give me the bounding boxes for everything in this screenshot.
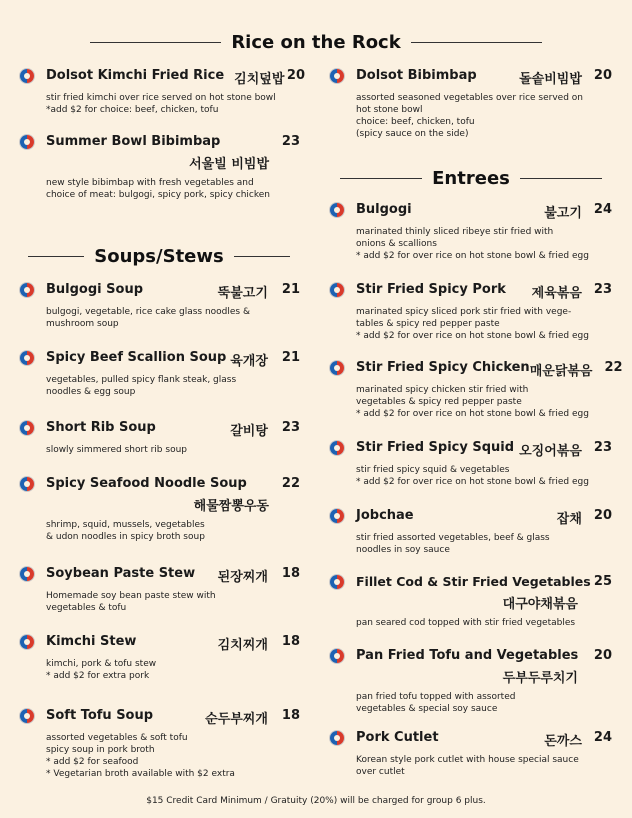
item-name: Dolsot Bibimbap	[356, 68, 477, 83]
menu-item-bulgogi-soup	[20, 282, 305, 330]
item-korean-name: 갈비탕	[230, 424, 268, 439]
logo-icon	[330, 441, 344, 455]
logo-icon	[330, 509, 344, 523]
item-korean-name: 두부두루치기	[502, 671, 578, 686]
item-price: 22	[604, 360, 623, 375]
item-name: Pan Fried Tofu and Vegetables	[356, 648, 579, 663]
menu-item-bulgogi	[330, 202, 612, 262]
menu-item-pan-fried-tofu	[330, 648, 612, 715]
menu-item-stir-fried-spicy-squid	[330, 440, 612, 488]
item-price: 20	[593, 648, 612, 663]
item-korean-name: 김치덮밥	[234, 72, 285, 87]
logo-icon	[330, 69, 344, 83]
item-korean-name: 오징어볶음	[519, 444, 582, 459]
section-soups-stews	[28, 246, 290, 267]
section-rice-on-the-rock	[90, 32, 542, 53]
item-name: Stir Fried Spicy Chicken	[356, 360, 530, 375]
item-name: Spicy Seafood Noodle Soup	[46, 476, 247, 491]
item-korean-name: 돌솥비빔밥	[519, 72, 582, 87]
item-description: pan seared cod topped with stir fried vegetables	[356, 618, 576, 628]
item-korean-name: 제육볶음	[531, 286, 582, 301]
item-description: assorted vegetables & soft tofu spicy soup in pork broth * add $2 for seafood * Vegetarian broth available with $2 extra	[46, 733, 235, 779]
item-price: 20	[593, 68, 612, 83]
item-name: Bulgogi	[356, 202, 412, 217]
section-title: Soups/Stews	[94, 246, 224, 267]
logo-icon	[20, 567, 34, 581]
item-price: 23	[281, 134, 300, 149]
section-title: Rice on the Rock	[231, 32, 401, 53]
item-name: Stir Fried Spicy Squid	[356, 440, 515, 455]
logo-icon	[20, 421, 34, 435]
item-description: Homemade soy bean paste stew with vegetables & tofu	[46, 591, 216, 613]
item-korean-name: 해물짬뽕우동	[193, 499, 269, 514]
item-name: Summer Bowl Bibimbap	[46, 134, 221, 149]
menu-item-soybean-paste-stew	[20, 566, 305, 614]
item-korean-name: 순두부찌개	[205, 712, 268, 727]
divider	[520, 178, 602, 179]
item-name: Stir Fried Spicy Pork	[356, 282, 506, 297]
logo-icon	[330, 649, 344, 663]
logo-icon	[20, 635, 34, 649]
item-name: Fillet Cod & Stir Fried Vegetables	[356, 574, 591, 589]
item-name: Dolsot Kimchi Fried Rice	[46, 68, 225, 83]
menu-item-kimchi-fried-rice	[20, 68, 305, 116]
item-description: stir fried spicy squid & vegetables * add $2 for over rice on hot stone bowl & fried egg	[356, 465, 589, 487]
item-korean-name: 된장찌개	[217, 570, 268, 585]
item-korean-name: 김치찌개	[217, 638, 268, 653]
logo-icon	[20, 351, 34, 365]
item-description: bulgogi, vegetable, rice cake glass noodles & mushroom soup	[46, 307, 251, 329]
menu-item-summer-bowl-bibimbap	[20, 134, 305, 201]
divider	[90, 42, 221, 43]
logo-icon	[20, 69, 34, 83]
item-description: kimchi, pork & tofu stew * add $2 for extra pork	[46, 659, 157, 681]
item-price: 21	[281, 282, 300, 297]
logo-icon	[330, 361, 344, 375]
menu-item-dolsot-bibimbap	[330, 68, 612, 140]
item-korean-name: 불고기	[544, 206, 582, 221]
item-korean-name: 매운닭볶음	[529, 364, 593, 379]
item-price: 22	[281, 476, 300, 491]
item-price: 24	[593, 202, 612, 217]
item-description: stir fried kimchi over rice served on hot stone bowl *add $2 for choice: beef, chicken, tofu	[46, 93, 276, 115]
menu-item-spicy-seafood-noodle-soup	[20, 476, 305, 543]
item-name: Soybean Paste Stew	[46, 566, 196, 581]
item-name: Pork Cutlet	[356, 730, 439, 745]
item-korean-name: 대구야채볶음	[502, 597, 578, 612]
item-description: marinated thinly sliced ribeye stir fried with onions & scallions * add $2 for over rice on hot stone bowl & fried egg	[356, 227, 589, 261]
menu-item-short-rib-soup	[20, 420, 305, 456]
item-description: stir fried assorted vegetables, beef & glass noodles in soy sauce	[356, 533, 550, 555]
item-price: 24	[593, 730, 612, 745]
item-korean-name: 잡채	[556, 512, 582, 527]
menu-item-kimchi-stew	[20, 634, 305, 682]
item-price: 25	[593, 574, 612, 589]
item-price: 18	[281, 708, 300, 723]
item-description: new style bibimbap with fresh vegetables and choice of meat: bulgogi, spicy pork, spicy chicken	[46, 178, 271, 200]
item-price: 23	[593, 282, 612, 297]
divider	[340, 178, 422, 179]
item-price: 20	[286, 68, 305, 83]
logo-icon	[330, 283, 344, 297]
divider	[28, 256, 84, 257]
logo-icon	[20, 135, 34, 149]
item-korean-name: 서울빌 비빔밥	[189, 157, 269, 172]
item-name: Spicy Beef Scallion Soup	[46, 350, 227, 365]
item-name: Short Rib Soup	[46, 420, 156, 435]
menu-item-spicy-beef-scallion-soup	[20, 350, 305, 398]
logo-icon	[20, 283, 34, 297]
item-korean-name: 뚝불고기	[217, 286, 268, 301]
menu-item-jobchae	[330, 508, 612, 556]
divider	[411, 42, 542, 43]
menu-item-pork-cutlet	[330, 730, 612, 778]
item-price: 18	[281, 634, 300, 649]
item-description: assorted seasoned vegetables over rice served on hot stone bowl choice: beef, chicken, tofu (spicy sauce on the side)	[356, 93, 583, 139]
item-name: Soft Tofu Soup	[46, 708, 154, 723]
logo-icon	[330, 575, 344, 589]
item-korean-name: 돈까스	[544, 734, 582, 749]
item-description: Korean style pork cutlet with house special sauce over cutlet	[356, 755, 579, 777]
divider	[234, 256, 290, 257]
footer-note: $15 Credit Card Minimum / Gratuity (20%) will be charged for group 6 plus.	[146, 796, 486, 806]
item-description: marinated spicy chicken stir fried with vegetables & spicy red pepper paste * add $2 for over rice on hot stone bowl & fried egg	[356, 385, 589, 419]
item-description: pan fried tofu topped with assorted vegetables & special soy sauce	[356, 692, 516, 714]
item-description: slowly simmered short rib soup	[46, 445, 187, 455]
menu-item-soft-tofu-soup	[20, 708, 305, 780]
logo-icon	[20, 709, 34, 723]
section-entrees	[340, 168, 602, 189]
item-korean-name: 육개장	[230, 354, 268, 369]
menu-item-stir-fried-spicy-chicken	[330, 360, 623, 420]
logo-icon	[20, 477, 34, 491]
item-name: Kimchi Stew	[46, 634, 137, 649]
section-title: Entrees	[432, 168, 510, 189]
item-name: Bulgogi Soup	[46, 282, 143, 297]
item-price: 21	[281, 350, 300, 365]
item-price: 23	[281, 420, 300, 435]
item-price: 20	[593, 508, 612, 523]
item-description: shrimp, squid, mussels, vegetables & udon noodles in spicy broth soup	[46, 520, 205, 542]
menu-item-fillet-cod	[330, 574, 612, 629]
item-price: 23	[593, 440, 612, 455]
logo-icon	[330, 731, 344, 745]
item-name: Jobchae	[356, 508, 414, 523]
item-description: vegetables, pulled spicy flank steak, glass noodles & egg soup	[46, 375, 237, 397]
item-price: 18	[281, 566, 300, 581]
item-description: marinated spicy sliced pork stir fried with vege- tables & spicy red pepper paste * add $2 for over rice on hot stone bowl & fried egg	[356, 307, 589, 341]
menu-item-stir-fried-spicy-pork	[330, 282, 612, 342]
logo-icon	[330, 203, 344, 217]
